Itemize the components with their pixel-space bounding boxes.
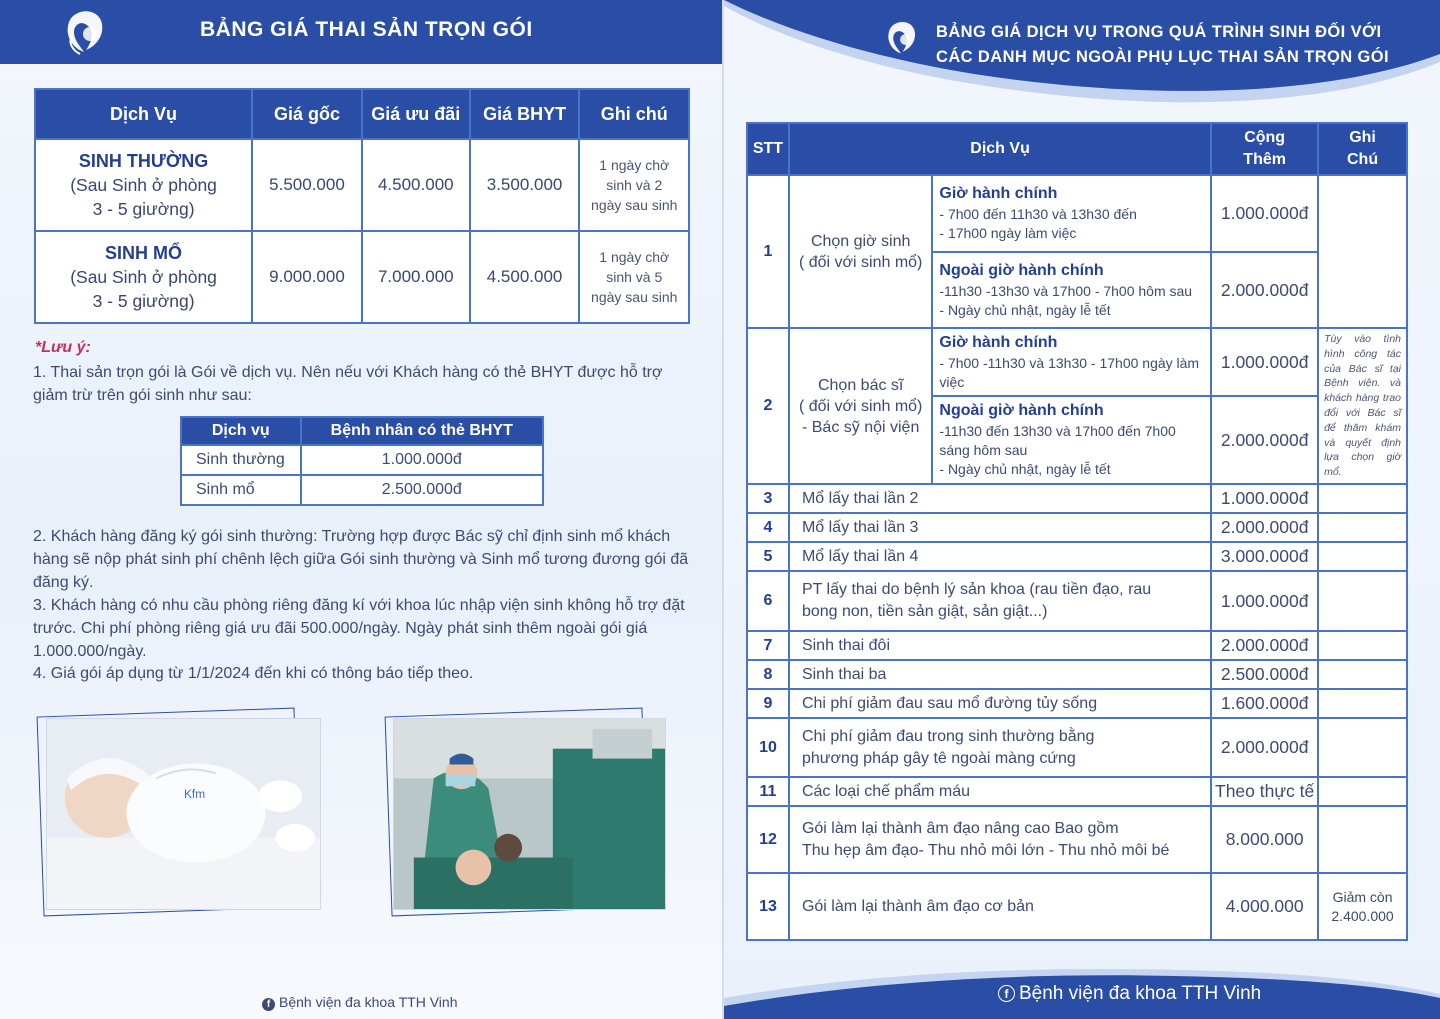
service-desc: 3 - 5 giường) <box>92 291 195 311</box>
bhyt-price: 3.500.000 <box>470 139 580 231</box>
service-name: SINH THƯỜNG <box>78 151 209 171</box>
extra-price: 3.000.000đ <box>1211 542 1318 571</box>
note-cell <box>1318 631 1407 660</box>
svg-text:Kfm: Kfm <box>183 787 206 802</box>
service-name <box>789 631 1211 660</box>
header-text: Cộng <box>1244 129 1286 146</box>
header-bhyt-patient: Bệnh nhân có thẻ BHYT <box>301 417 543 445</box>
original-price: 5.500.000 <box>252 139 362 231</box>
right-page-title <box>936 20 1389 70</box>
note-line: 1 ngày chờ <box>599 249 670 265</box>
extra-price: 2.000.000đ <box>1211 631 1318 660</box>
note-line: 1 ngày chờ <box>599 157 670 173</box>
service-cell <box>35 231 252 323</box>
sub-service <box>932 252 1211 328</box>
footer-text-wrap <box>998 983 1261 1005</box>
table-row <box>747 631 1407 660</box>
note-line: Giảm còn <box>1332 888 1393 905</box>
row-number: 3 <box>747 484 789 513</box>
row-number: 12 <box>747 806 789 873</box>
header-bhyt-price: Giá BHYT <box>470 89 580 139</box>
table-row <box>181 445 543 475</box>
mother-baby-logo-icon <box>62 6 114 58</box>
service-line: Thu hẹp âm đạo- Thu nhỏ môi lớn - Thu nhỏ môi bé <box>801 841 1170 859</box>
facebook-icon: f <box>262 998 275 1011</box>
bhyt-service: Sinh thường <box>181 445 301 475</box>
sub-line: sáng hôm sau <box>939 442 1028 458</box>
title-line: CÁC DANH MỤC NGOÀI PHỤ LỤC THAI SẢN TRỌN GÓI <box>936 48 1390 66</box>
bhyt-table-header <box>181 417 543 445</box>
service-name <box>789 873 1211 940</box>
service-name <box>789 777 1211 806</box>
sub-service <box>932 396 1211 484</box>
note-cell <box>1318 542 1407 571</box>
service-line: Sinh thai đôi <box>801 636 890 654</box>
footer-text: Bệnh viện đa khoa TTH Vinh <box>1019 983 1262 1004</box>
header-note: Ghi chú <box>579 89 689 139</box>
row-number: 10 <box>747 718 789 777</box>
note-cell <box>1318 777 1407 806</box>
extra-price: 2.000.000đ <box>1211 513 1318 542</box>
doctor-note: Tùy vào tình hình công tác của Bác sĩ tại Bệnh viện. và khách hàng trao đổi với Bác sĩ để thăm khám và quyết định lựa chọn giờ mổ. <box>1318 328 1407 484</box>
newborn-photo <box>46 718 321 910</box>
header-service: Dịch vụ <box>181 417 301 445</box>
delivery-room-photo <box>393 718 666 910</box>
note-title: *Lưu ý: <box>35 339 91 356</box>
header-text: Chú <box>1346 151 1379 168</box>
label-line: Chọn bác sĩ <box>817 376 904 394</box>
header-service: Dịch Vụ <box>35 89 252 139</box>
table-row <box>747 873 1407 940</box>
extra-price: 1.000.000đ <box>1211 484 1318 513</box>
note-cell <box>1318 873 1407 940</box>
extra-price: 2.000.000đ <box>1211 396 1318 484</box>
header-extra-cost <box>1211 123 1318 175</box>
sub-line: - 7h00 đến 11h30 và 13h30 đến <box>939 206 1137 222</box>
service-line: Gói làm lại thành âm đạo cơ bản <box>801 897 1034 915</box>
note-paragraph-4: 4. Giá gói áp dụng từ 1/1/2024 đến khi có thông báo tiếp theo. <box>33 665 474 682</box>
sub-line: -11h30 đến 13h30 và 17h00 đến 7h00 <box>939 423 1176 439</box>
service-name <box>789 542 1211 571</box>
extra-price: 4.000.000 <box>1211 873 1318 940</box>
sub-title: Ngoài giờ hành chính <box>939 261 1104 279</box>
service-line: Chi phí giảm đau sau mổ đường tủy sống <box>801 694 1098 712</box>
note-cell <box>579 139 689 231</box>
service-line: Mổ lấy thai lần 4 <box>801 547 919 565</box>
bhyt-value: 1.000.000đ <box>301 445 543 475</box>
sub-line: - 7h00 -11h30 và 13h30 - 17h00 ngày làm <box>939 354 1200 371</box>
original-price: 9.000.000 <box>252 231 362 323</box>
service-name <box>789 718 1211 777</box>
table-row <box>747 542 1407 571</box>
table-row <box>181 475 543 505</box>
table-row <box>747 689 1407 718</box>
service-name: SINH MỔ <box>105 243 183 263</box>
price-table-header <box>35 89 689 139</box>
sub-line: -11h30 -13h30 và 17h00 - 7h00 hôm sau <box>939 282 1193 299</box>
header-stt: STT <box>747 123 789 175</box>
extra-price: Theo thực tế <box>1211 777 1318 806</box>
extra-price: 1.600.000đ <box>1211 689 1318 718</box>
service-desc: (Sau Sinh ở phòng <box>70 175 217 195</box>
service-label <box>789 175 932 328</box>
row-number: 5 <box>747 542 789 571</box>
extra-price: 2.000.000đ <box>1211 718 1318 777</box>
row-number: 9 <box>747 689 789 718</box>
note-cell <box>1318 689 1407 718</box>
service-line: Chi phí giảm đau trong sinh thường bằng <box>801 727 1095 745</box>
service-line: PT lấy thai do bệnh lý sản khoa (rau tiền đạo, rau <box>801 581 1152 598</box>
footer-text: Bệnh viện đa khoa TTH Vinh <box>279 994 458 1010</box>
bhyt-price: 4.500.000 <box>470 231 580 323</box>
row-number: 6 <box>747 571 789 631</box>
header-text: Ghi <box>1349 129 1376 146</box>
svc-table-header <box>747 123 1407 175</box>
extra-price: 1.000.000đ <box>1211 175 1318 252</box>
header-note <box>1318 123 1407 175</box>
extra-price: 2.000.000đ <box>1211 252 1318 328</box>
sub-title: Giờ hành chính <box>939 185 1058 202</box>
service-line: Mổ lấy thai lần 2 <box>801 489 919 507</box>
service-line: Sinh thai ba <box>801 665 887 683</box>
table-row <box>747 484 1407 513</box>
discount-price: 4.500.000 <box>362 139 470 231</box>
service-name <box>789 484 1211 513</box>
note-line: sinh và 5 <box>606 269 663 285</box>
row-number: 7 <box>747 631 789 660</box>
service-cell <box>35 139 252 231</box>
header-original-price: Giá gốc <box>252 89 362 139</box>
sub-line: - Ngày chủ nhật, ngày lễ tết <box>939 301 1111 318</box>
service-name <box>789 513 1211 542</box>
sub-line: - Ngày chủ nhật, ngày lễ tết <box>939 461 1111 477</box>
extra-price: 8.000.000 <box>1211 806 1318 873</box>
service-label <box>789 328 932 484</box>
extra-price: 1.000.000đ <box>1211 328 1318 396</box>
sub-service <box>932 175 1211 252</box>
right-footer <box>724 962 1440 1019</box>
service-name <box>789 806 1211 873</box>
row-number: 11 <box>747 777 789 806</box>
package-price-table <box>34 88 690 324</box>
table-row <box>747 175 1407 252</box>
service-line: Gói làm lại thành âm đạo nâng cao Bao gồm <box>801 819 1119 837</box>
note-line: ngày sau sinh <box>591 289 678 305</box>
sub-line: việc <box>939 373 965 390</box>
note-cell <box>1318 513 1407 542</box>
extra-price: 2.500.000đ <box>1211 660 1318 689</box>
note-cell <box>1318 175 1407 328</box>
row-number: 2 <box>747 328 789 484</box>
bhyt-value: 2.500.000đ <box>301 475 543 505</box>
service-desc: (Sau Sinh ở phòng <box>70 267 217 287</box>
header-discount-price: Giá ưu đãi <box>362 89 470 139</box>
label-line: - Bác sỹ nội viện <box>801 418 920 436</box>
right-page <box>724 0 1440 1019</box>
row-number: 8 <box>747 660 789 689</box>
note-cell <box>1318 718 1407 777</box>
note-cell <box>579 231 689 323</box>
discount-price: 7.000.000 <box>362 231 470 323</box>
left-header <box>0 0 724 64</box>
row-number: 13 <box>747 873 789 940</box>
table-row <box>747 328 1407 396</box>
row-number: 1 <box>747 175 789 328</box>
title-line: BẢNG GIÁ DỊCH VỤ TRONG QUÁ TRÌNH SINH ĐỐI VỚI <box>936 23 1382 41</box>
label-line: ( đối với sinh mổ) <box>798 253 923 271</box>
table-row <box>747 660 1407 689</box>
service-name <box>789 660 1211 689</box>
service-desc: 3 - 5 giường) <box>92 199 195 219</box>
right-header <box>724 0 1440 110</box>
sub-title: Ngoài giờ hành chính <box>939 402 1104 419</box>
sub-service <box>932 328 1211 396</box>
mother-baby-logo-icon <box>884 18 924 58</box>
table-row <box>747 777 1407 806</box>
left-footer <box>262 994 458 1011</box>
note-line: 2.400.000 <box>1331 907 1394 924</box>
note-line: sinh và 2 <box>606 177 663 193</box>
note-cell <box>1318 571 1407 631</box>
service-name <box>789 571 1211 631</box>
bhyt-service: Sinh mổ <box>181 475 301 505</box>
table-row <box>747 513 1407 542</box>
header-service: Dịch Vụ <box>789 123 1211 175</box>
row-number: 4 <box>747 513 789 542</box>
extra-service-table <box>746 122 1408 941</box>
note-paragraph-3: 3. Khách hàng có nhu cầu phòng riêng đăng kí với khoa lúc nhập viện sinh không hỗ trợ đặt trước. Chi phí phòng riêng giá ưu đãi 500.000/ngày. Ngày phát sinh thêm ngoài gói giá 1.000.000/ngày. <box>33 597 685 660</box>
label-line: Chọn giờ sinh <box>810 232 911 250</box>
table-row <box>747 718 1407 777</box>
table-row <box>35 231 689 323</box>
left-page-title: BẢNG GIÁ THAI SẢN TRỌN GÓI <box>200 18 533 41</box>
note-paragraph-1: 1. Thai sản trọn gói là Gói về dịch vụ. Nên nếu với Khách hàng có thẻ BHYT được hỗ trợ giảm trừ trên gói sinh như sau: <box>33 364 663 404</box>
service-line: Mổ lấy thai lần 3 <box>801 518 919 536</box>
header-text: Thêm <box>1243 151 1286 168</box>
extra-price: 1.000.000đ <box>1211 571 1318 631</box>
table-row <box>35 139 689 231</box>
note-paragraph-2: 2. Khách hàng đăng ký gói sinh thường: Trường hợp được Bác sỹ chỉ định sinh mổ khách hàng sẽ nộp phát sinh phí chênh lệch giữa Gói sinh thường và Sinh mổ tương đương gói đã đăng ký. <box>33 528 689 591</box>
service-name <box>789 689 1211 718</box>
note-cell <box>1318 660 1407 689</box>
service-line: Các loại chế phẩm máu <box>801 782 971 800</box>
bhyt-discount-table <box>180 416 544 506</box>
service-line: phương pháp gây tê ngoài màng cứng <box>801 749 1076 767</box>
note-cell <box>1318 484 1407 513</box>
sub-title: Giờ hành chính <box>939 333 1058 351</box>
label-line: ( đối với sinh mổ) <box>798 397 923 415</box>
table-row <box>747 571 1407 631</box>
note-line: ngày sau sinh <box>591 197 678 213</box>
service-line: bong non, tiền sản giật, sản giật...) <box>801 603 1048 620</box>
facebook-icon: f <box>998 985 1015 1002</box>
table-row <box>747 806 1407 873</box>
note-cell <box>1318 806 1407 873</box>
sub-line: - 17h00 ngày làm việc <box>939 225 1077 241</box>
